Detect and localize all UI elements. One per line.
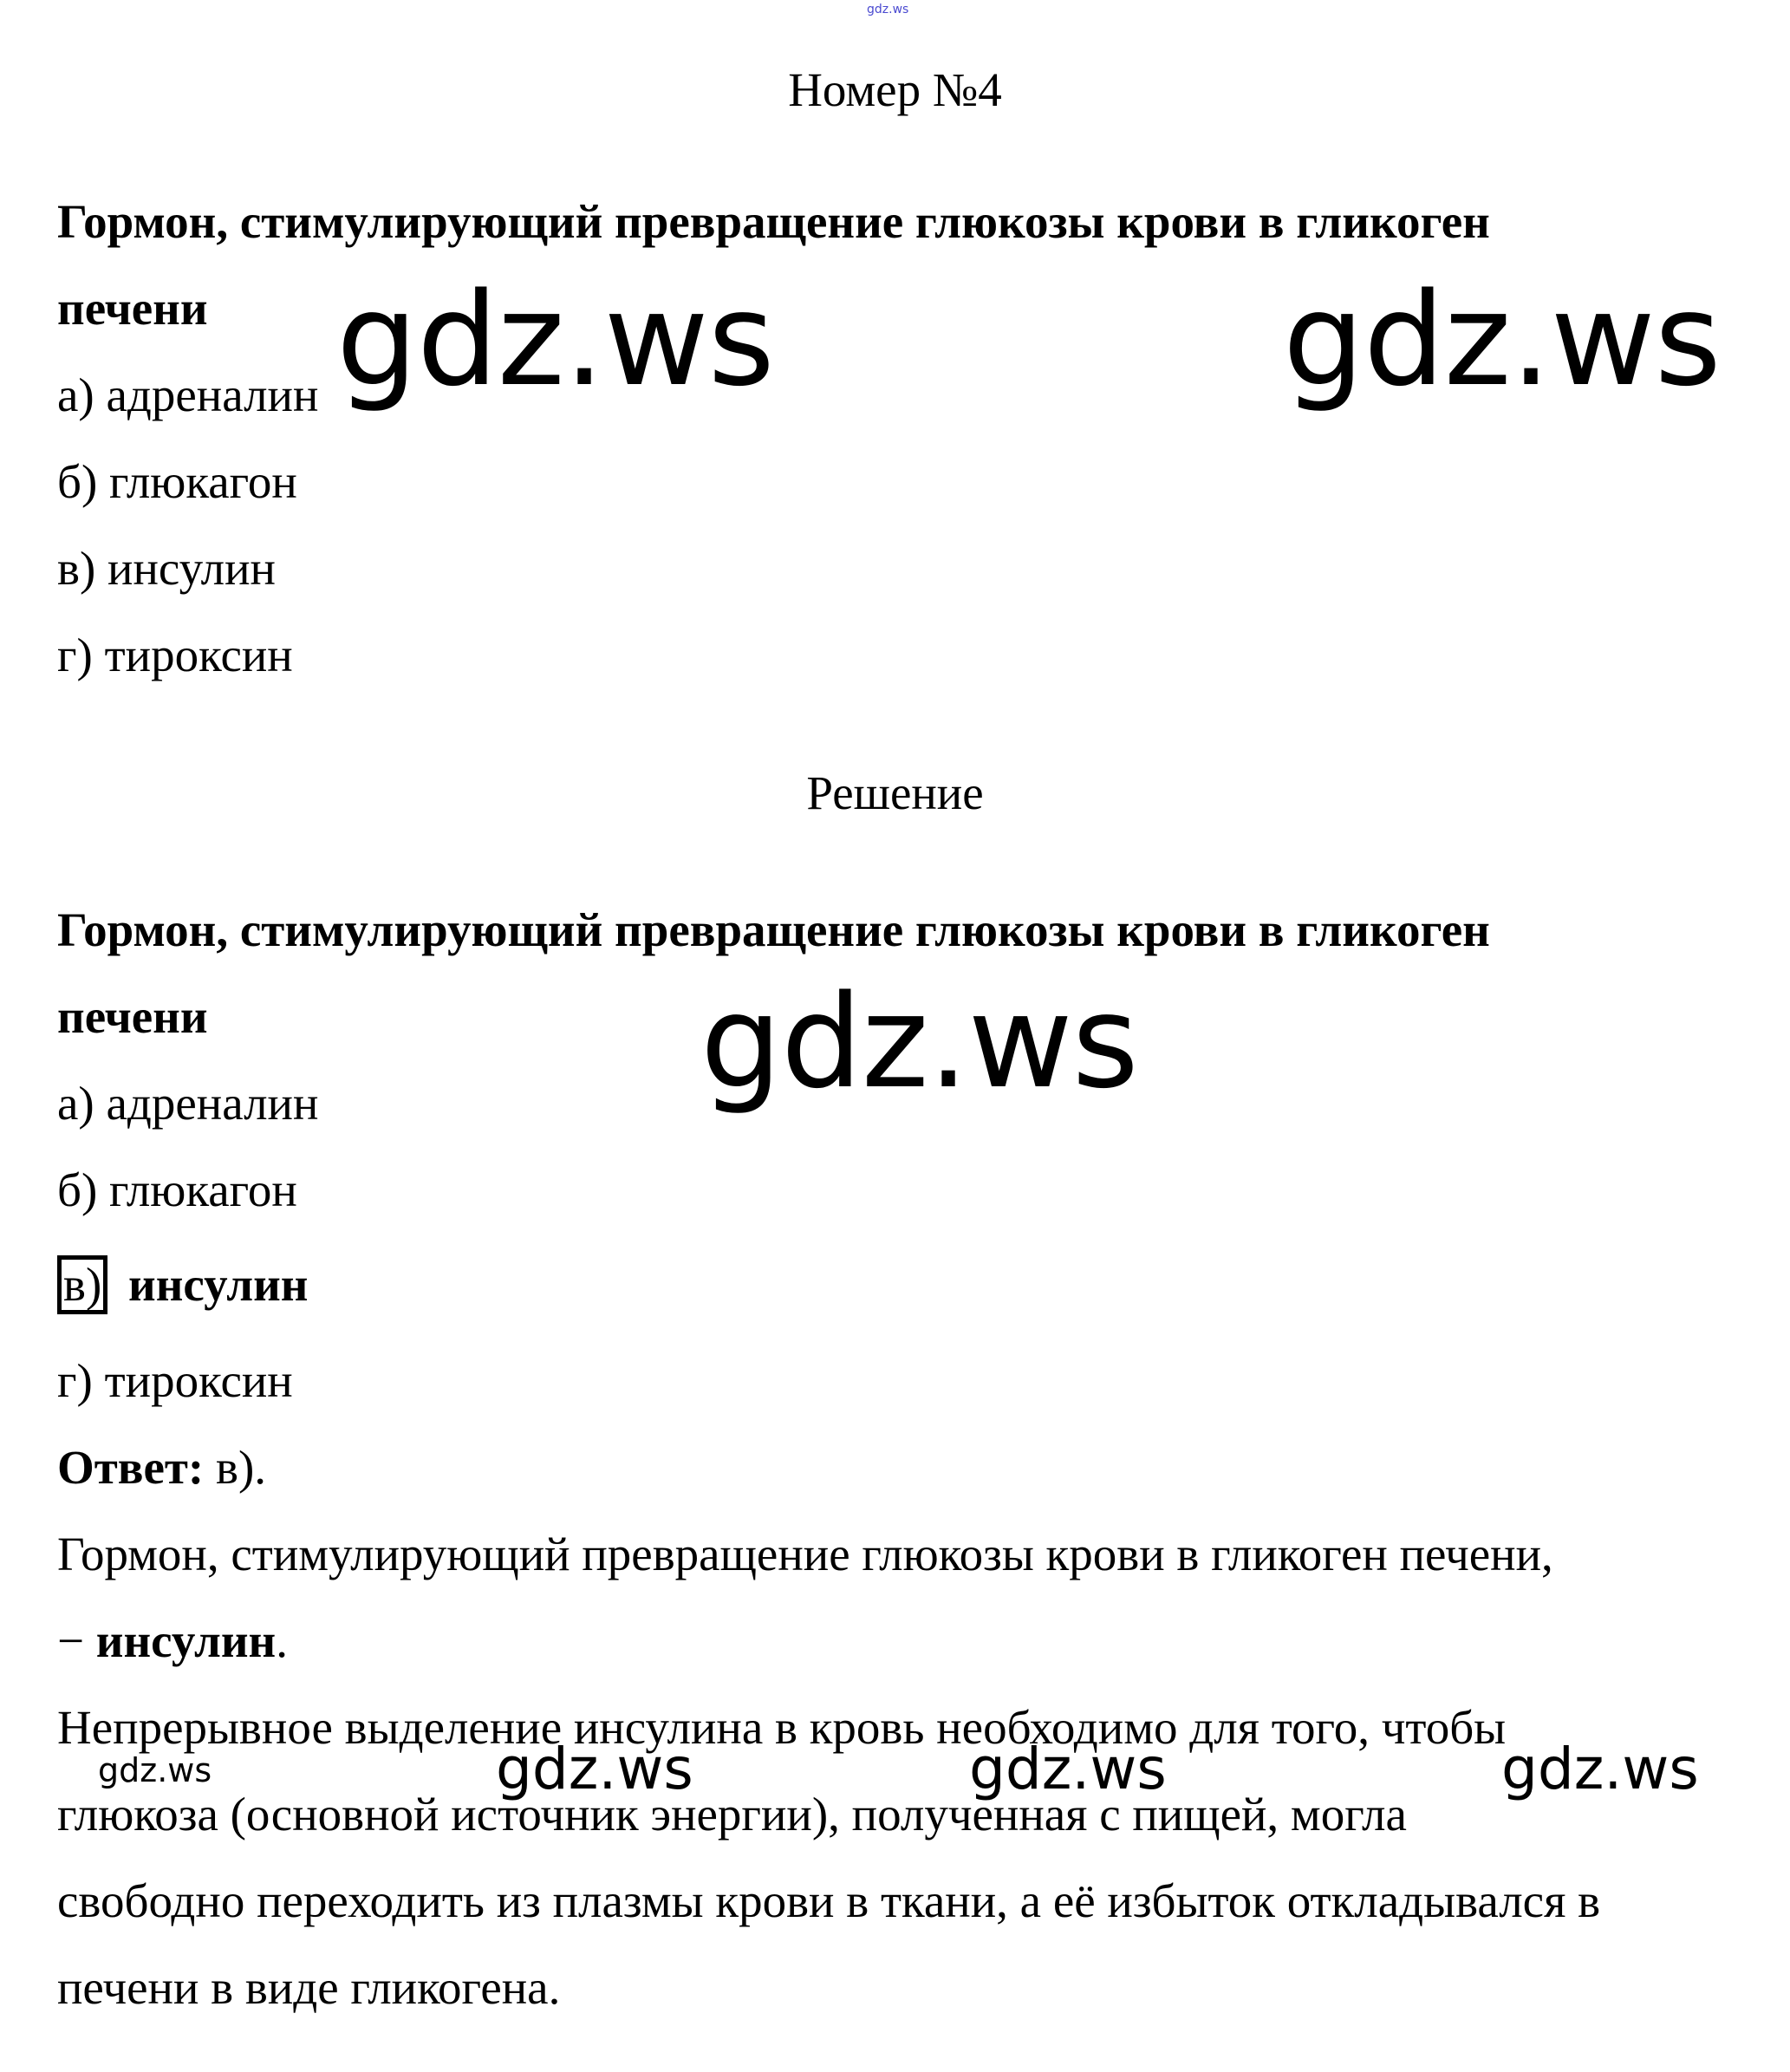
watermark-top-tiny: gdz.ws xyxy=(867,3,909,16)
solution-text-line1: Гормон, стимулирующий превращение глюкозы крови в гликоген xyxy=(57,903,1490,956)
solution-text-line2: печени xyxy=(57,990,208,1043)
paragraph-line3: свободно переходить из плазмы крови в ткани, а её избыток откладывался в xyxy=(57,1874,1601,1927)
solution-option-a: а) адреналин xyxy=(57,1077,319,1130)
explanation-line2 xyxy=(57,1614,288,1667)
answer-line xyxy=(57,1441,267,1494)
question-option-a: а) адреналин xyxy=(57,368,319,421)
solution-option-b: б) глюкагон xyxy=(57,1163,297,1216)
explanation-bold-word: инсулин xyxy=(95,1614,277,1667)
answer-label: Ответ: xyxy=(57,1441,205,1494)
paragraph-line2: глюкоза (основной источник энергии), полученная с пищей, могла xyxy=(57,1788,1407,1841)
solution-option-c xyxy=(57,1255,308,1314)
watermark-big-right: gdz.ws xyxy=(1283,265,1721,414)
watermark-big-center: gdz.ws xyxy=(700,968,1138,1117)
question-option-b: б) глюкагон xyxy=(57,455,297,508)
question-option-c: в) инсулин xyxy=(57,542,276,595)
watermark-mid-1: gdz.ws xyxy=(496,1736,693,1802)
paragraph-line1: Непрерывное выделение инсулина в кровь необходимо для того, чтобы xyxy=(57,1701,1507,1754)
watermark-mid-3: gdz.ws xyxy=(1501,1736,1699,1802)
answer-value: в). xyxy=(204,1441,267,1494)
page-title: Номер №4 xyxy=(788,63,1002,116)
question-text-line1: Гормон, стимулирующий превращение глюкозы крови в гликоген xyxy=(57,195,1490,248)
selected-answer-box: в) xyxy=(57,1255,107,1314)
explanation-line1: Гормон, стимулирующий превращение глюкозы крови в гликоген печени, xyxy=(57,1528,1553,1580)
explanation-period: . xyxy=(276,1614,288,1667)
question-text-line2: печени xyxy=(57,282,208,335)
question-option-d: г) тироксин xyxy=(57,629,293,681)
solution-option-d: г) тироксин xyxy=(57,1354,293,1407)
explanation-dash: − xyxy=(57,1614,96,1667)
paragraph-line4: печени в виде гликогена. xyxy=(57,1961,561,2014)
watermark-mid-2: gdz.ws xyxy=(969,1736,1167,1802)
selected-answer-word: инсулин xyxy=(128,1258,309,1311)
solution-title: Решение xyxy=(806,766,984,819)
watermark-big-left: gdz.ws xyxy=(336,265,774,414)
watermark-small-left: gdz.ws xyxy=(98,1751,212,1789)
